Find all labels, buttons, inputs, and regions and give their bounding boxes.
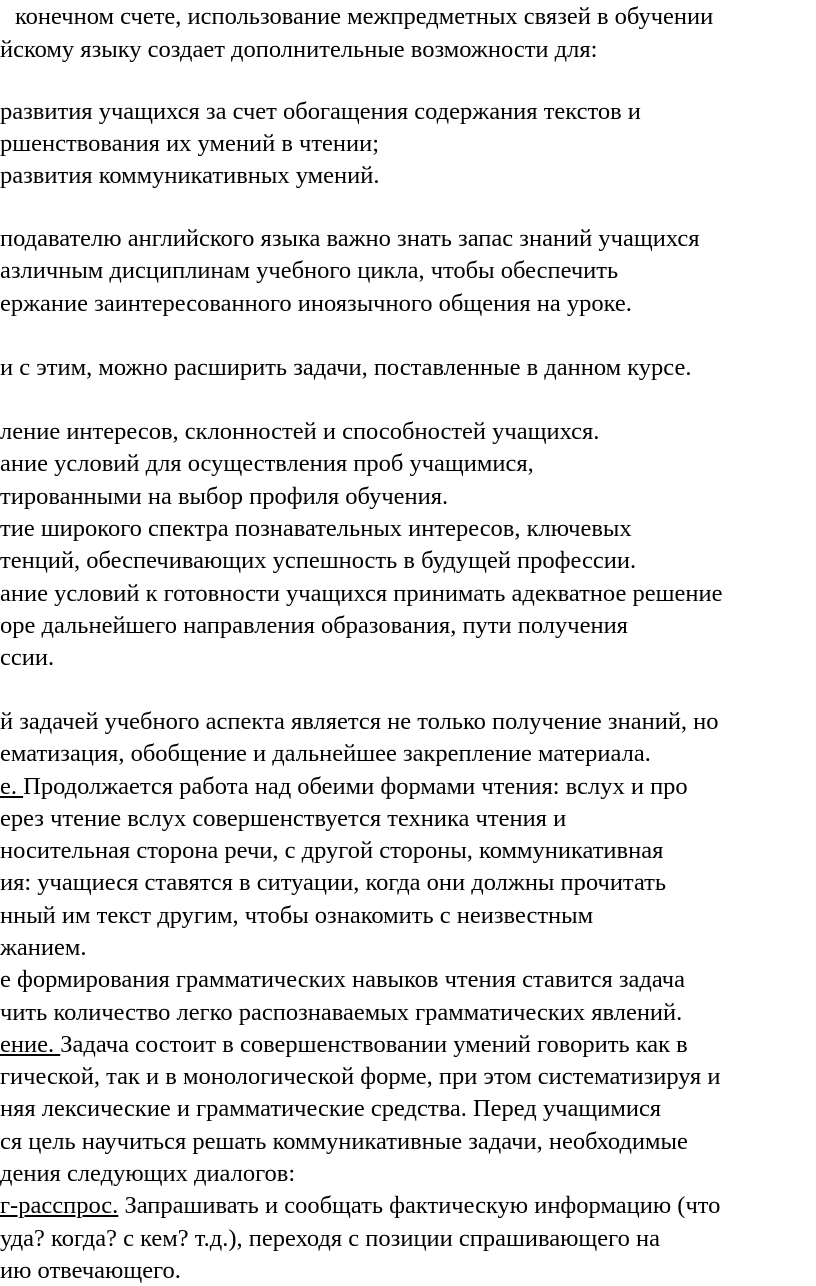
section-heading-dialogue: г-расспрос. <box>0 1192 119 1219</box>
line-text: носительная сторона речи, с другой стороны, коммуникативная <box>0 837 664 864</box>
text-line-35 <box>0 1256 181 1286</box>
text-line-21 <box>0 804 566 834</box>
text-line-29 <box>0 1062 720 1092</box>
line-text: Запрашивать и сообщать фактическую информацию (что <box>118 1192 721 1219</box>
text-line-9 <box>0 353 691 383</box>
text-line-11 <box>0 449 534 479</box>
line-text: ршенствования их умений в чтении; <box>0 130 380 157</box>
line-text: Задача состоит в совершенствовании умений говорить как в <box>60 1031 688 1058</box>
line-text: ление интересов, склонностей и способностей учащихся. <box>0 418 600 445</box>
text-line-34 <box>0 1224 660 1254</box>
line-text: тированными на выбор профиля обучения. <box>0 483 449 510</box>
line-text: развития коммуникативных умений. <box>0 162 380 189</box>
text-line-22 <box>0 836 663 866</box>
line-text: ссии. <box>0 644 55 671</box>
line-text: е формирования грамматических навыков чтения ставится задача <box>0 966 685 993</box>
line-text: тенций, обеспечивающих успешность в будущей профессии. <box>0 547 637 574</box>
text-line-24 <box>0 901 593 931</box>
text-line-2 <box>0 35 597 65</box>
line-text: ержание заинтересованного иноязычного общения на уроке. <box>0 290 632 317</box>
line-text: оре дальнейшего направления образования, пути получения <box>0 612 628 639</box>
section-heading-reading: е. <box>0 773 24 800</box>
line-text: и с этим, можно расширить задачи, поставленные в данном курсе. <box>0 354 692 381</box>
line-text: гической, так и в монологической форме, при этом систематизируя и <box>0 1063 721 1090</box>
line-text: азличным дисциплинам учебного цикла, чтобы обеспечить <box>0 257 619 284</box>
line-text: ия: учащиеся ставятся в ситуации, когда они должны прочитать <box>0 869 667 896</box>
line-text: й задачей учебного аспекта является не только получение знаний, но <box>0 708 719 735</box>
text-line-3 <box>0 97 641 127</box>
text-line-10 <box>0 417 599 447</box>
text-line-6 <box>0 224 700 254</box>
text-line-17 <box>0 643 54 673</box>
line-text: ание условий для осуществления проб учащимися, <box>0 450 534 477</box>
text-line-33 <box>0 1191 720 1221</box>
text-line-26 <box>0 965 685 995</box>
line-text: ся цель научиться решать коммуникативные задачи, необходимые <box>0 1128 688 1155</box>
line-text: ематизация, обобщение и дальнейшее закрепление материала. <box>0 740 651 767</box>
text-line-8 <box>0 289 632 319</box>
text-line-28 <box>0 1030 688 1060</box>
line-text: ание условий к готовности учащихся принимать адекватное решение <box>0 580 723 607</box>
text-line-14 <box>0 546 636 576</box>
text-line-13 <box>0 514 632 544</box>
text-line-32 <box>0 1159 295 1189</box>
line-text: уда? когда? с кем? т.д.), переходя с позиции спрашивающего на <box>0 1225 660 1252</box>
text-line-5 <box>0 161 380 191</box>
text-line-23 <box>0 868 666 898</box>
line-text: развития учащихся за счет обогащения содержания текстов и <box>0 98 641 125</box>
text-line-4 <box>0 129 379 159</box>
line-text: чить количество легко распознаваемых грамматических явлений. <box>0 999 683 1026</box>
line-text: йскому языку создает дополнительные возможности для: <box>0 36 598 63</box>
line-text: дения следующих диалогов: <box>0 1160 296 1187</box>
text-line-12 <box>0 482 448 512</box>
line-text: Продолжается работа над обеими формами чтения: вслух и про <box>23 773 688 800</box>
line-text: жанием. <box>0 934 87 961</box>
text-line-27 <box>0 998 682 1028</box>
text-line-18 <box>0 707 719 737</box>
text-line-20 <box>0 772 688 802</box>
text-line-16 <box>0 611 628 641</box>
line-text: няя лексические и грамматические средства. Перед учащимися <box>0 1095 662 1122</box>
line-text: подавателю английского языка важно знать запас знаний учащихся <box>0 225 700 252</box>
section-heading-speaking: ение. <box>0 1031 61 1058</box>
text-line-7 <box>0 256 618 286</box>
line-text: тие широкого спектра познавательных интересов, ключевых <box>0 515 632 542</box>
line-text: ию отвечающего. <box>0 1257 181 1284</box>
text-line-25 <box>0 933 87 963</box>
text-line-1 <box>15 2 713 32</box>
text-line-15 <box>0 579 722 609</box>
line-text: ерез чтение вслух совершенствуется техника чтения и <box>0 805 567 832</box>
line-text: конечном счете, использование межпредметных связей в обучении <box>15 3 714 30</box>
text-line-31 <box>0 1127 688 1157</box>
line-text: нный им текст другим, чтобы ознакомить с неизвестным <box>0 902 594 929</box>
text-line-30 <box>0 1094 661 1124</box>
text-line-19 <box>0 739 651 769</box>
